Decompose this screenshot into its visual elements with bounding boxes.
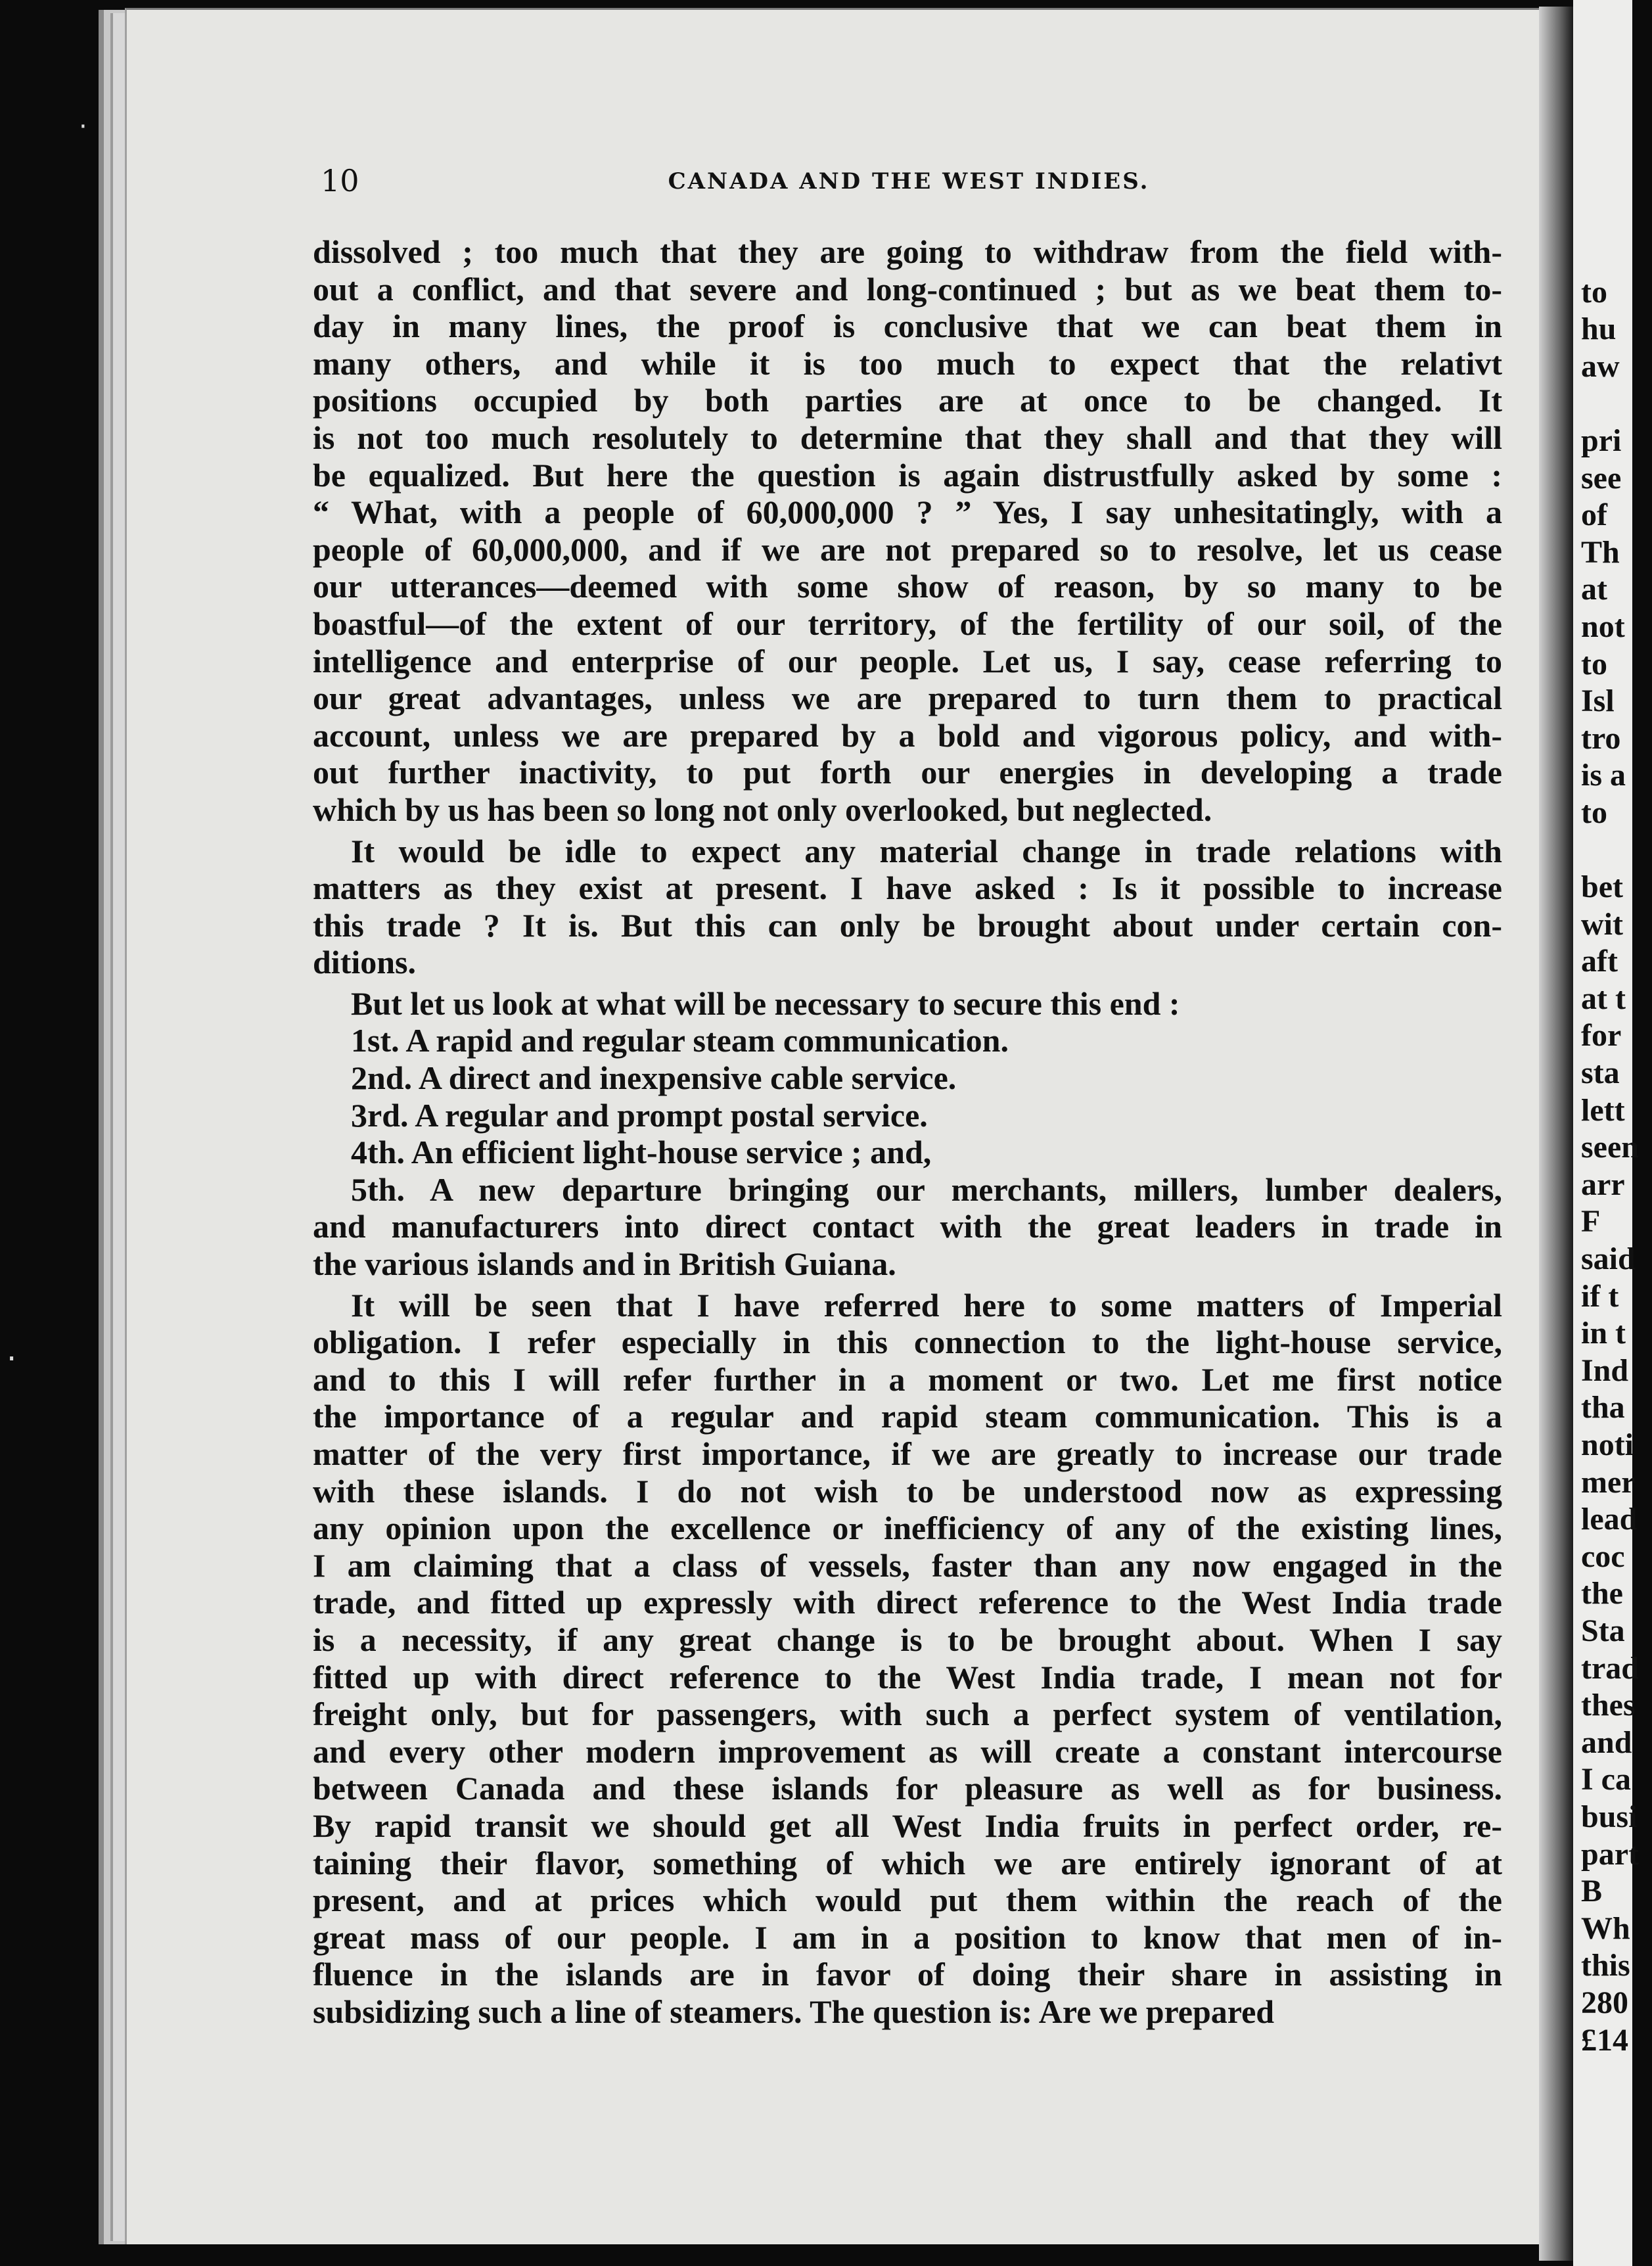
facing-page-fragment: in t (1581, 1316, 1626, 1351)
facing-page-fragment: and (1581, 1724, 1632, 1760)
text-line: the various islands and in British Guiana. (313, 1245, 896, 1283)
facing-page-fragment: if t (1581, 1278, 1619, 1314)
facing-page-fragment: 280 (1581, 1985, 1628, 2020)
facing-page-fragment: coc (1581, 1538, 1625, 1574)
text-line: fluence in the islands are in favor of doing their share in assisting in (313, 1956, 1502, 1993)
facing-page-fragment: tro (1581, 720, 1621, 756)
book-gutter (1539, 7, 1573, 2261)
text-line: taining their flavor, something of which we are entirely ignorant of at (313, 1844, 1502, 1882)
facing-page-fragment: lett (1581, 1092, 1625, 1128)
text-line: between Canada and these islands for pleasure as well as for business. (313, 1770, 1502, 1807)
facing-page-fragment: B (1581, 1874, 1603, 1909)
facing-page-fragment: F (1581, 1204, 1601, 1239)
facing-page-fragment: this (1581, 1948, 1630, 1983)
text-line: out a conflict, and that severe and long-continued ; but as we beat them to- (313, 270, 1502, 308)
text-line: present, and at prices which would put them within the reach of the (313, 1882, 1502, 1919)
text-line: great mass of our people. I am in a position to know that men of in- (313, 1918, 1502, 1956)
text-line: people of 60,000,000, and if we are not prepared so to resolve, let us cease (313, 530, 1502, 568)
facing-page-fragment: Sta (1581, 1613, 1625, 1648)
facing-page-text (1573, 237, 1652, 2059)
facing-page-fragment: for (1581, 1018, 1622, 1053)
facing-page-fragment: aw (1581, 348, 1620, 384)
text-line: 5th. A new departure bringing our merchants, millers, lumber dealers, (351, 1170, 1502, 1208)
facing-page-fragment: to (1581, 646, 1607, 682)
facing-page-fragment: pri (1581, 423, 1622, 458)
facing-page-fragment: £14 (1581, 2022, 1628, 2058)
text-line: fitted up with direct reference to the West India trade, I mean not for (313, 1658, 1502, 1696)
body-text (313, 233, 1502, 2031)
facing-page-fragment: not (1581, 609, 1625, 644)
facing-page-fragment: Ind (1581, 1353, 1629, 1388)
facing-page-fragment (1573, 237, 1652, 274)
facing-page-fragment: to (1581, 274, 1607, 310)
text-line: our great advantages, unless we are prepared to turn them to practical (313, 680, 1502, 717)
facing-page-fragment: said (1581, 1241, 1636, 1277)
text-line: intelligence and enterprise of our people. Let us, I say, cease referring to (313, 642, 1502, 680)
facing-page-fragment: arr (1581, 1167, 1625, 1202)
facing-page-fragment: lead (1581, 1502, 1638, 1537)
facing-page-fragment: wit (1581, 906, 1623, 942)
text-line: ditions. (313, 944, 417, 981)
facing-page-fragment: Th (1581, 534, 1620, 570)
text-line: matters as they exist at present. I have asked : Is it possible to increase (313, 869, 1502, 907)
facing-page-fragment: Isl (1581, 683, 1615, 719)
facing-page-fragment (1573, 385, 1652, 423)
page-header (321, 163, 1497, 202)
facing-page-fragment: is a (1581, 758, 1626, 793)
facing-page-fragment: thes (1581, 1688, 1636, 1723)
text-line: day in many lines, the proof is conclusive that we can beat them in (313, 308, 1502, 345)
text-line: 1st. A rapid and regular steam communication. (351, 1022, 1009, 1059)
text-line: I am claiming that a class of vessels, faster than any now engaged in the (313, 1546, 1502, 1584)
text-line: is not too much resolutely to determine that they shall and that they will (313, 419, 1502, 456)
facing-page-fragment: tha (1581, 1390, 1625, 1425)
text-line: and to this I will refer further in a moment or two. Let me first notice (313, 1360, 1502, 1398)
text-line: It will be seen that I have referred here to some matters of Imperial (351, 1286, 1502, 1324)
facing-page-fragment: see (1581, 460, 1622, 496)
text-line: positions occupied by both parties are at once to be changed. It (313, 382, 1502, 419)
facing-page-fragment: mer (1581, 1464, 1636, 1500)
facing-page-fragment: Wh (1581, 1910, 1630, 1946)
text-line: is a necessity, if any great change is to be brought about. When I say (313, 1621, 1502, 1658)
text-line: out further inactivity, to put forth our energies in developing a trade (313, 754, 1502, 791)
text-line: and manufacturers into direct contact with the great leaders in trade in (313, 1208, 1502, 1245)
text-line: “ What, with a people of 60,000,000 ? ” Yes, I say unhesitatingly, with a (313, 494, 1502, 531)
text-line: obligation. I refer especially in this connection to the light-house service, (313, 1324, 1502, 1361)
text-line: But let us look at what will be necessary to secure this end : (351, 984, 1180, 1022)
facing-page-fragment: I ca (1581, 1762, 1631, 1797)
text-line: 4th. An efficient light-house service ; and, (351, 1134, 932, 1171)
facing-page-fragment (1573, 832, 1652, 869)
text-line: 3rd. A regular and prompt postal service. (351, 1096, 928, 1134)
facing-page-fragment: the (1581, 1576, 1623, 1611)
text-line: 2nd. A direct and inexpensive cable service. (351, 1059, 957, 1097)
facing-page-edge (1573, 0, 1639, 2266)
facing-page-fragment: part (1581, 1836, 1639, 1872)
text-line: with these islands. I do not wish to be understood now as expressing (313, 1472, 1502, 1510)
text-line: subsidizing such a line of steamers. The question is: Are we prepared (313, 1993, 1275, 2030)
facing-page-fragment: hu (1581, 312, 1617, 347)
facing-page-fragment: bet (1581, 869, 1623, 905)
page-number: 10 (321, 163, 359, 198)
text-line: matter of the very first importance, if we are greatly to increase our trade (313, 1435, 1502, 1472)
text-line: freight only, but for passengers, with such a perfect system of ventilation, (313, 1696, 1502, 1733)
facing-page-fragment: noti (1581, 1427, 1634, 1462)
text-line: boastful—of the extent of our territory, of the fertility of our soil, of the (313, 605, 1502, 642)
text-line: many others, and while it is too much to expect that the relativt (313, 344, 1502, 382)
text-line: account, unless we are prepared by a bold and vigorous policy, and with- (313, 716, 1502, 754)
text-line: trade, and fitted up expressly with direct reference to the West India trade (313, 1584, 1502, 1621)
facing-page-fragment: aft (1581, 944, 1618, 979)
text-line: which by us has been so long not only overlooked, but neglected. (313, 791, 1212, 828)
running-head: CANADA AND THE WEST INDIES. (668, 168, 1150, 195)
facing-page-fragment: to (1581, 795, 1607, 830)
facing-page-fragment: at t (1581, 981, 1626, 1016)
text-line: the importance of a regular and rapid steam communication. This is a (313, 1398, 1502, 1435)
facing-page-fragment: of (1581, 497, 1607, 533)
text-line: this trade ? It is. But this can only be brought about under certain con- (313, 906, 1502, 944)
text-line: be equalized. But here the question is again distrustfully asked by some : (313, 456, 1502, 494)
scan-speck: · (7, 1341, 17, 1377)
text-line: It would be idle to expect any material change in trade relations with (351, 832, 1502, 869)
facing-page-fragment: seen (1581, 1130, 1639, 1165)
facing-page-fragment: sta (1581, 1055, 1620, 1091)
facing-page-fragment: busi (1581, 1799, 1638, 1834)
text-line: By rapid transit we should get all West India fruits in perfect order, re- (313, 1807, 1502, 1844)
text-line: dissolved ; too much that they are going to withdraw from the field with- (313, 233, 1502, 270)
text-line: any opinion upon the excellence or inefficiency of any of the existing lines, (313, 1510, 1502, 1547)
scan-speck: · (79, 112, 87, 142)
text-line: our utterances—deemed with some show of reason, by so many to be (313, 568, 1502, 605)
facing-page-fragment: at (1581, 572, 1607, 607)
facing-page-fragment: trad (1581, 1650, 1639, 1686)
text-line: and every other modern improvement as will create a constant intercourse (313, 1732, 1502, 1770)
